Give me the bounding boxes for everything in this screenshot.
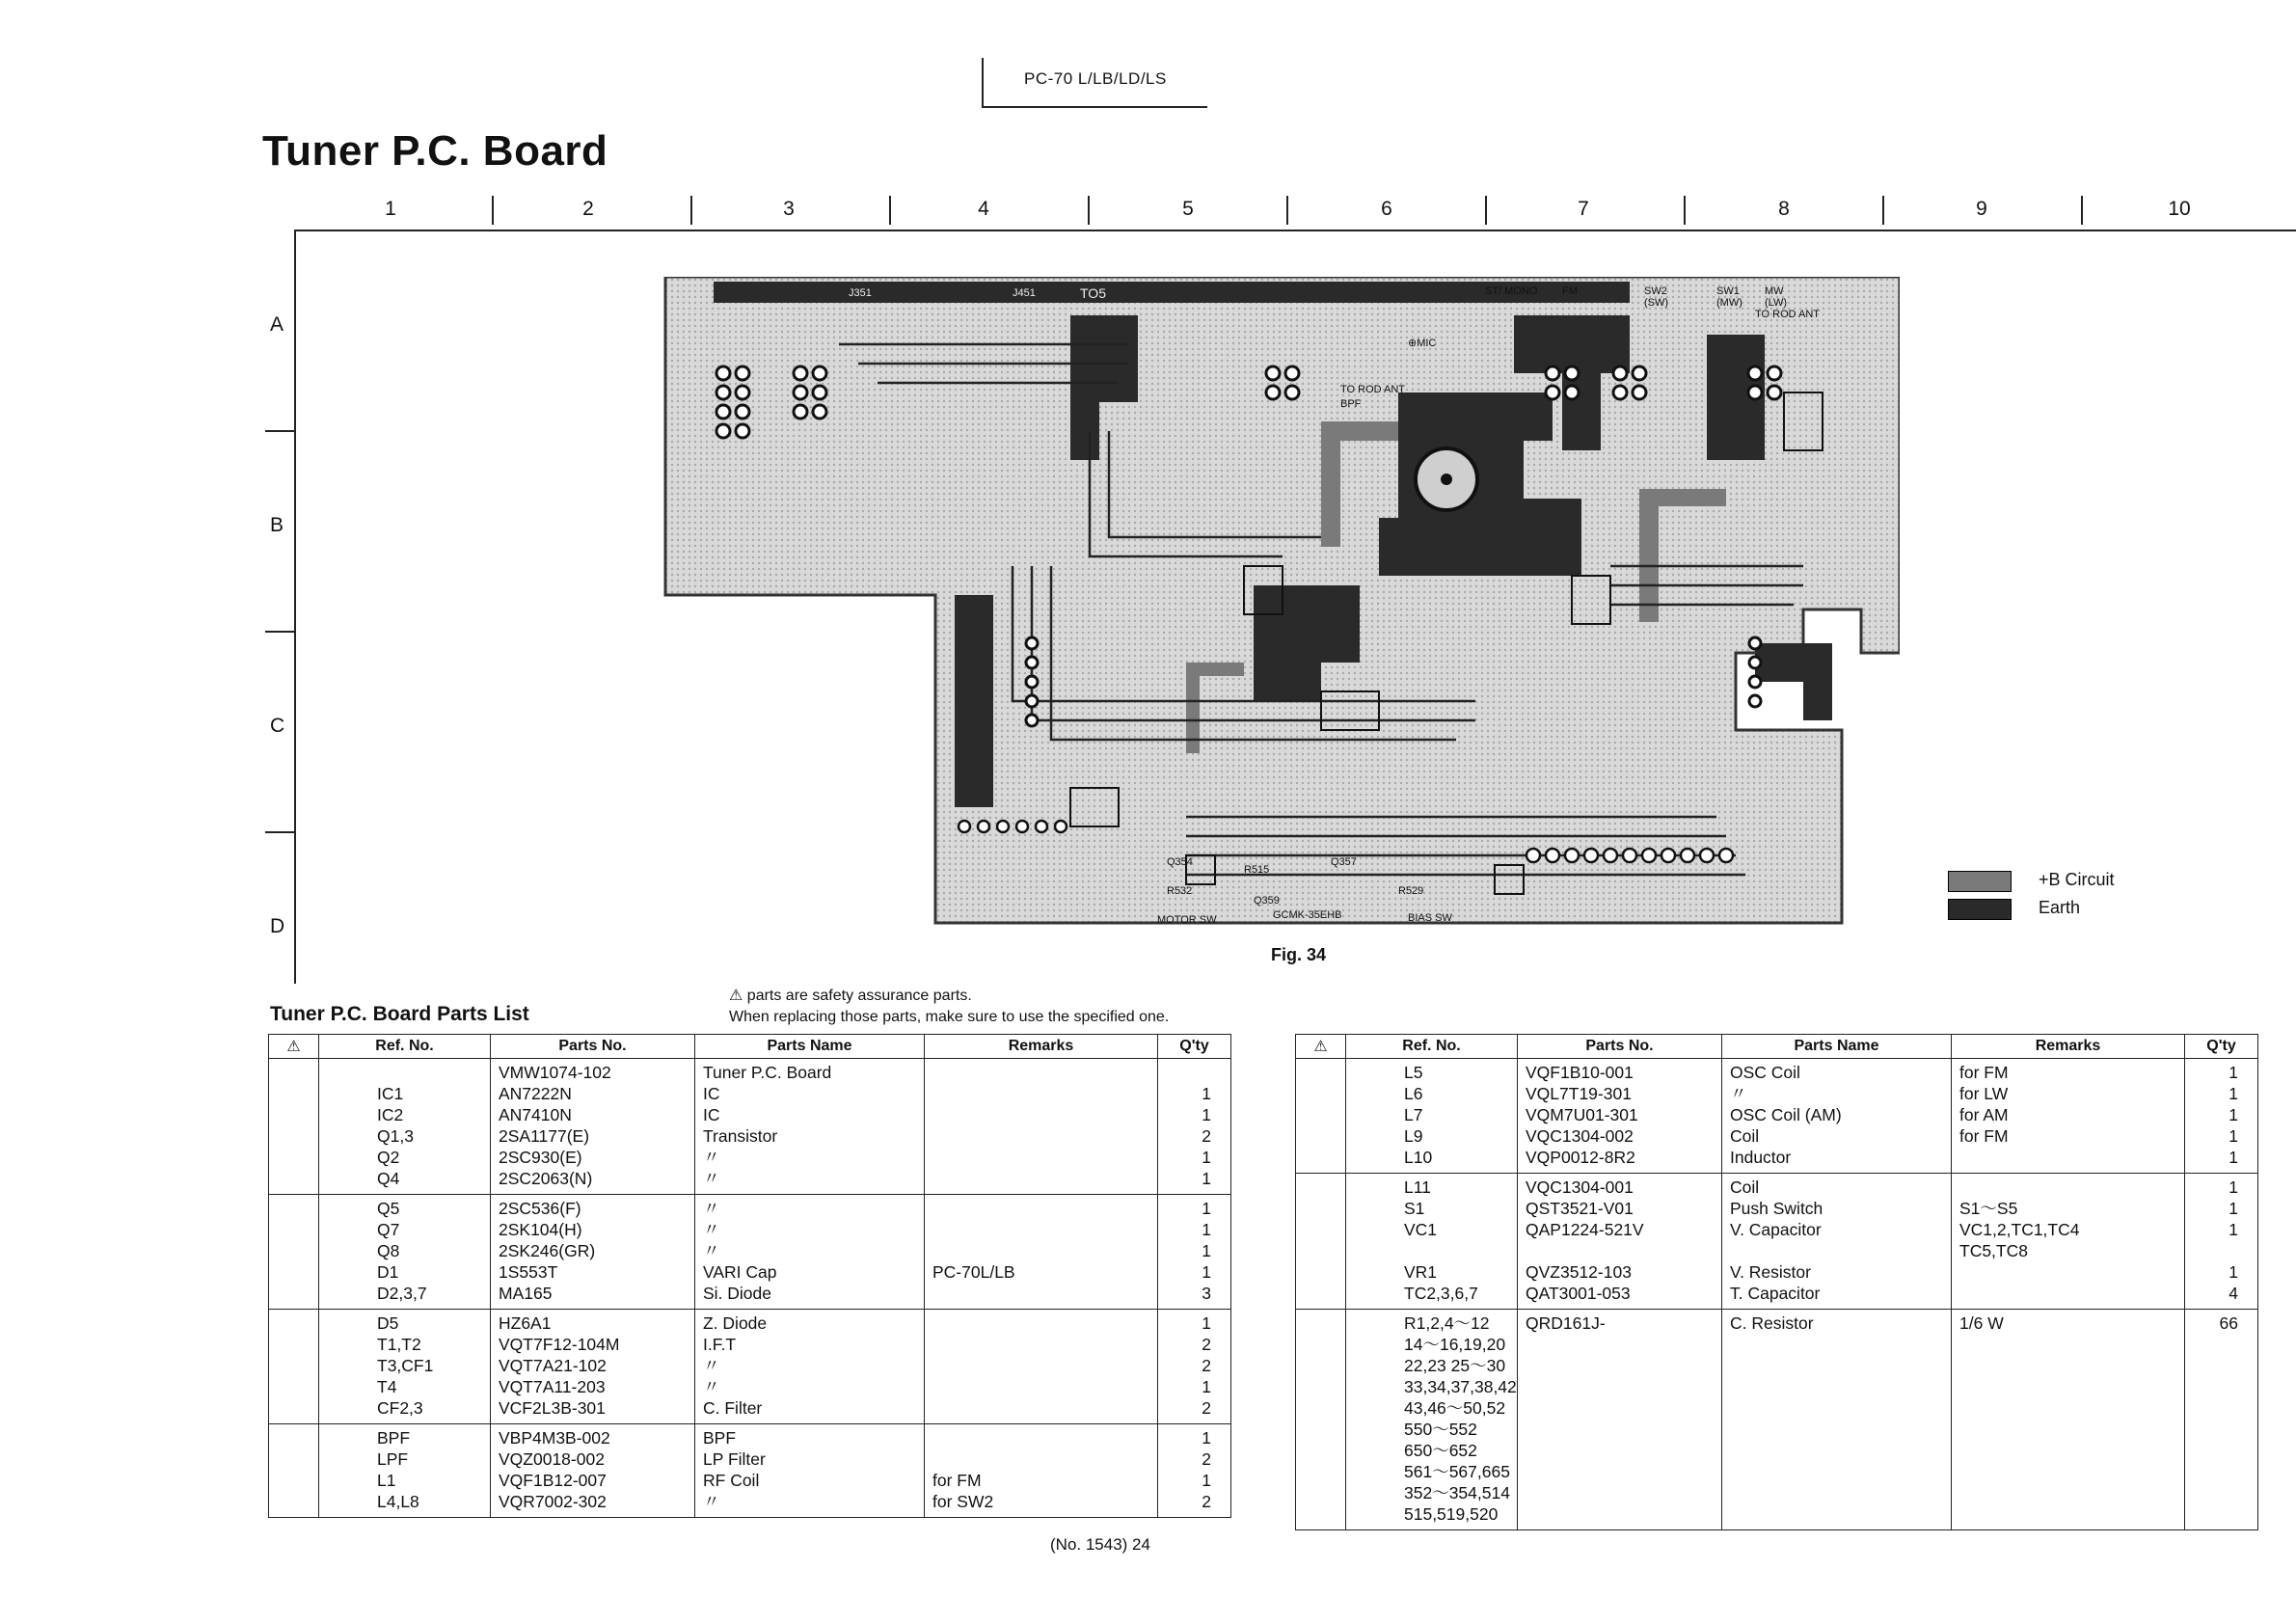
grid-row-label: D	[270, 915, 285, 937]
pcb-label: SW2	[1644, 285, 1667, 297]
grid-column-divider	[492, 196, 494, 225]
pcb-label: Q357	[1331, 856, 1357, 868]
pcb-label: J451	[1013, 287, 1036, 299]
parts-table-left	[268, 1034, 1231, 1518]
safety-mark-cell	[1296, 1059, 1346, 1174]
pcb-label: MOTOR SW	[1157, 914, 1217, 926]
parts-no-cell: VMW1074-102 AN7222N AN7410N 2SA1177(E) 2SC930(E) 2SC2063(N)	[491, 1059, 695, 1195]
remarks-header: Remarks	[1952, 1035, 2185, 1059]
remarks-cell: for FM for SW2	[925, 1424, 1158, 1518]
pcb-label: ST/ MONO	[1485, 285, 1538, 297]
parts-no-header: Parts No.	[491, 1035, 695, 1059]
ref-no-cell: D5 T1,T2 T3,CF1 T4 CF2,3	[319, 1310, 491, 1424]
pcb-label: BIAS SW	[1408, 912, 1452, 924]
grid-column-divider	[1684, 196, 1686, 225]
table-header-row	[269, 1035, 1231, 1059]
grid-column-label: 3	[783, 198, 795, 220]
pcb-diagram	[646, 277, 1900, 933]
ref-no-cell: R1,2,4～12 14～16,19,20 22,23 25～30 33,34,37,38,42 43,46～50,52 550～552 650～652 561～567,665 352～354,514 515,519,520	[1346, 1310, 1518, 1530]
table-row-group	[269, 1059, 1231, 1195]
pcb-label: GCMK-35EHB	[1273, 909, 1342, 921]
parts-name-cell: BPF LP Filter RF Coil 〃	[695, 1424, 925, 1518]
qty-cell: 66	[2185, 1310, 2258, 1530]
table-header-row	[1296, 1035, 2258, 1059]
grid-column-label: 2	[582, 198, 594, 220]
safety-mark-cell	[1296, 1174, 1346, 1310]
safety-note	[729, 986, 1169, 1028]
parts-name-cell: Z. Diode I.F.T 〃 〃 C. Filter	[695, 1310, 925, 1424]
table-row	[269, 1195, 1231, 1310]
grid-row-label: A	[270, 313, 284, 336]
parts-no-cell: 2SC536(F) 2SK104(H) 2SK246(GR) 1S553T MA165	[491, 1195, 695, 1310]
pcb-label: FM	[1562, 285, 1578, 297]
table-row-group	[1296, 1174, 2258, 1310]
pcb-label: (SW)	[1644, 297, 1669, 309]
page-title: Tuner P.C. Board	[262, 127, 608, 175]
grid-column-divider	[2081, 196, 2083, 225]
grid-column-divider	[690, 196, 692, 225]
pcb-label: Q354	[1167, 856, 1193, 868]
parts-name-cell: Tuner P.C. Board IC IC Transistor 〃 〃	[695, 1059, 925, 1195]
safety-mark-header: ⚠	[1296, 1035, 1346, 1059]
grid-row-divider	[265, 430, 296, 432]
grid-column-divider	[1485, 196, 1487, 225]
grid-column-divider	[1882, 196, 1884, 225]
remarks-cell	[925, 1059, 1158, 1195]
ref-no-header: Ref. No.	[319, 1035, 491, 1059]
qty-header: Q'ty	[1158, 1035, 1231, 1059]
table-row-group	[269, 1310, 1231, 1424]
grid-column-divider	[1088, 196, 1090, 225]
parts-no-cell: VQF1B10-001 VQL7T19-301 VQM7U01-301 VQC1304-002 VQP0012-8R2	[1518, 1059, 1722, 1174]
grid-column-label: 10	[2168, 198, 2191, 220]
qty-cell: 1 2 1 2	[1158, 1424, 1231, 1518]
safety-note-line: ⚠ parts are safety assurance parts.	[729, 988, 972, 1004]
remarks-cell: PC-70L/LB	[925, 1195, 1158, 1310]
figure-caption: Fig. 34	[1271, 945, 1327, 964]
pcb-label: TO ROD ANT	[1755, 309, 1821, 320]
pcb-label: MW	[1765, 285, 1784, 297]
grid-column-label: 1	[385, 198, 396, 220]
qty-cell: 1 2 2 1 2	[1158, 1310, 1231, 1424]
grid-row-divider	[265, 831, 296, 833]
parts-name-cell: Coil Push Switch V. Capacitor V. Resistor T. Capacitor	[1722, 1174, 1952, 1310]
grid-row-label: C	[270, 715, 285, 737]
safety-mark-header: ⚠	[269, 1035, 319, 1059]
table-row	[269, 1424, 1231, 1518]
pcb-label: (LW)	[1765, 297, 1788, 309]
table-row	[1296, 1310, 2258, 1530]
safety-mark-cell	[269, 1059, 319, 1195]
qty-cell: 1 1 1 1 4	[2185, 1174, 2258, 1310]
grid-column-label: 4	[978, 198, 989, 220]
ref-no-header: Ref. No.	[1346, 1035, 1518, 1059]
safety-mark-cell	[269, 1310, 319, 1424]
grid-row-divider	[265, 631, 296, 633]
grid-column-label: 8	[1778, 198, 1790, 220]
parts-name-header: Parts Name	[1722, 1035, 1952, 1059]
parts-name-cell: OSC Coil 〃 OSC Coil (AM) Coil Inductor	[1722, 1059, 1952, 1174]
earth-label: Earth	[2039, 898, 2081, 917]
ref-no-cell: L5 L6 L7 L9 L10	[1346, 1059, 1518, 1174]
model-header-box	[982, 58, 1207, 108]
ref-no-cell: Q5 Q7 Q8 D1 D2,3,7	[319, 1195, 491, 1310]
qty-cell: 1 1 1 1 1	[2185, 1059, 2258, 1174]
remarks-cell: S1～S5 VC1,2,TC1,TC4 TC5,TC8	[1952, 1174, 2185, 1310]
safety-mark-cell	[269, 1195, 319, 1310]
remarks-cell: 1/6 W	[1952, 1310, 2185, 1530]
grid-column-label: 7	[1578, 198, 1589, 220]
table-row-group	[269, 1195, 1231, 1310]
ref-no-cell: BPF LPF L1 L4,L8	[319, 1424, 491, 1518]
table-row-group	[269, 1424, 1231, 1518]
remarks-cell: for FM for LW for AM for FM	[1952, 1059, 2185, 1174]
page-number: (No. 1543) 24	[1050, 1535, 1150, 1554]
pcb-label: (MW)	[1716, 297, 1742, 309]
parts-name-cell: C. Resistor	[1722, 1310, 1952, 1530]
earth-swatch	[1948, 899, 2012, 920]
parts-no-cell: VQC1304-001 QST3521-V01 QAP1224-521V QVZ3512-103 QAT3001-053	[1518, 1174, 1722, 1310]
pcb-label: BPF	[1340, 398, 1362, 410]
ref-no-cell: IC1 IC2 Q1,3 Q2 Q4	[319, 1059, 491, 1195]
qty-cell: 1 1 2 1 1	[1158, 1059, 1231, 1195]
grid-row-label: B	[270, 514, 284, 536]
pcb-label: J351	[849, 287, 872, 299]
b-circuit-label: +B Circuit	[2039, 870, 2115, 889]
pcb-label: R515	[1244, 864, 1270, 876]
parts-no-header: Parts No.	[1518, 1035, 1722, 1059]
qty-header: Q'ty	[2185, 1035, 2258, 1059]
pcb-label: Q359	[1254, 895, 1280, 907]
ref-no-cell: L11 S1 VC1 VR1 TC2,3,6,7	[1346, 1174, 1518, 1310]
table-row	[269, 1059, 1231, 1195]
table-row	[1296, 1174, 2258, 1310]
qty-cell: 1 1 1 1 3	[1158, 1195, 1231, 1310]
parts-name-cell: 〃 〃 〃 VARI Cap Si. Diode	[695, 1195, 925, 1310]
grid-column-label: 6	[1381, 198, 1392, 220]
parts-name-header: Parts Name	[695, 1035, 925, 1059]
remarks-header: Remarks	[925, 1035, 1158, 1059]
pcb-label: ⊕MIC	[1408, 338, 1437, 349]
pcb-label: TO ROD ANT	[1340, 384, 1406, 395]
b-circuit-swatch	[1948, 871, 2012, 892]
remarks-cell	[925, 1310, 1158, 1424]
table-row	[269, 1310, 1231, 1424]
grid-column-label: 5	[1182, 198, 1194, 220]
safety-mark-cell	[1296, 1310, 1346, 1530]
safety-note-line: When replacing those parts, make sure to use the specified one.	[729, 1009, 1170, 1025]
pcb-label: SW1	[1716, 285, 1740, 297]
pcb-label: R532	[1167, 885, 1193, 897]
parts-no-cell: VBP4M3B-002 VQZ0018-002 VQF1B12-007 VQR7002-302	[491, 1424, 695, 1518]
parts-no-cell: HZ6A1 VQT7F12-104M VQT7A21-102 VQT7A11-203 VCF2L3B-301	[491, 1310, 695, 1424]
grid-column-label: 9	[1976, 198, 1987, 220]
parts-no-cell: QRD161J-	[1518, 1310, 1722, 1530]
table-row-group	[1296, 1059, 2258, 1174]
parts-list-title: Tuner P.C. Board Parts List	[270, 1003, 529, 1025]
table-row-group	[1296, 1310, 2258, 1530]
grid-column-divider	[1286, 196, 1288, 225]
grid-column-divider	[889, 196, 891, 225]
table-row	[1296, 1059, 2258, 1174]
safety-mark-cell	[269, 1424, 319, 1518]
parts-table-right	[1295, 1034, 2258, 1530]
pcb-label: TO5	[1080, 285, 1106, 301]
model-number: PC-70 L/LB/LD/LS	[1024, 69, 1167, 88]
pcb-label: R529	[1398, 885, 1424, 897]
